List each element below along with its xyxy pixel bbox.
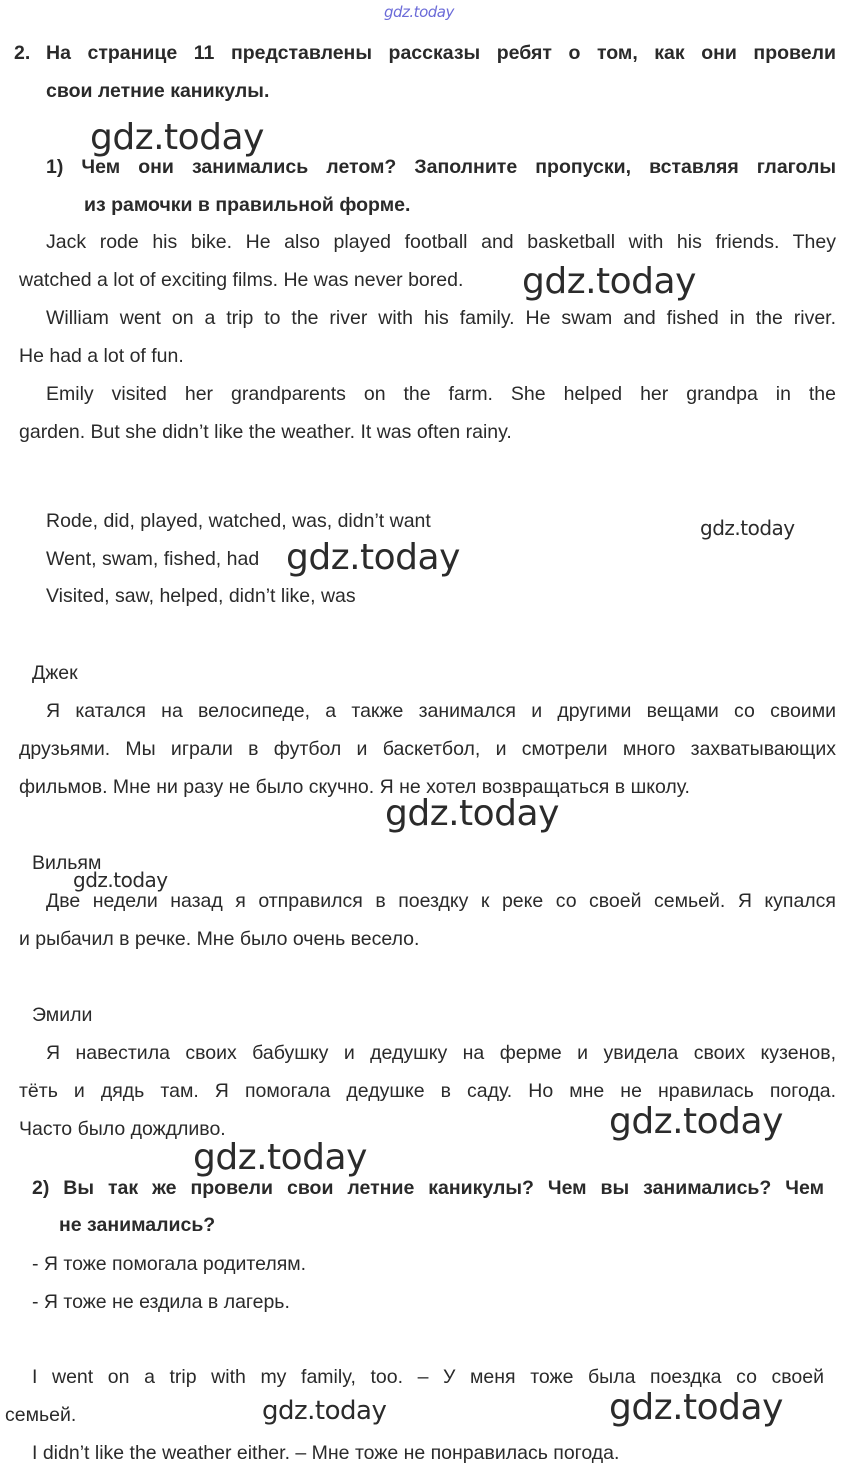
watermark: gdz.today	[522, 261, 696, 302]
subtask2-line2: не занимались?	[59, 1214, 216, 1236]
watermark: gdz.today	[193, 1137, 367, 1178]
jack-text-line2: watched a lot of exciting films. He was never bored.	[19, 269, 464, 291]
ru-emily-line2: тёть и дядь там. Я помогала дедушке в саду. Но мне не нравилась погода.	[19, 1080, 836, 1102]
ru-jack-line3: фильмов. Мне ни разу не было скучно. Я не хотел возвращаться в школу.	[19, 776, 690, 798]
william-text-line2: He had a lot of fun.	[19, 345, 184, 367]
watermark: gdz.today	[385, 793, 559, 834]
ru-william-line2: и рыбачил в речке. Мне было очень весело.	[19, 928, 420, 950]
english-answer-1-line2: семьей.	[5, 1404, 77, 1426]
ru-emily-line3: Часто было дождливо.	[19, 1118, 226, 1140]
watermark: gdz.today	[609, 1387, 783, 1428]
william-text-line1: William went on a trip to the river with his family. He swam and fished in the river.	[46, 307, 836, 329]
verbs-jack: Rode, did, played, watched, was, didn’t want	[46, 510, 431, 532]
emily-text-line2: garden. But she didn’t like the weather. It was often rainy.	[19, 421, 512, 443]
watermark: gdz.today	[609, 1101, 783, 1142]
ru-jack-line2: друзьями. Мы играли в футбол и баскетбол, и смотрели много захватывающих	[19, 738, 836, 760]
task-heading-line2: свои летние каникулы.	[46, 80, 270, 102]
watermark: gdz.today	[262, 1396, 387, 1426]
ru-emily-name: Эмили	[32, 1004, 93, 1026]
english-answer-2: I didn’t like the weather either. – Мне тоже не понравилась погода.	[32, 1442, 620, 1464]
ru-jack-name: Джек	[32, 662, 78, 684]
ru-william-name: Вильям	[32, 852, 102, 874]
task-heading-line1: На странице 11 представлены рассказы ребят о том, как они провели	[46, 42, 836, 64]
subtask1-line2: из рамочки в правильной форме.	[84, 194, 411, 216]
answer-2: - Я тоже не ездила в лагерь.	[32, 1291, 290, 1313]
watermark-top: gdz.today	[384, 3, 454, 21]
subtask2-line1: 2) Вы так же провели свои летние каникулы? Чем вы занимались? Чем	[32, 1177, 824, 1199]
watermark: gdz.today	[700, 516, 795, 540]
jack-text-line1: Jack rode his bike. He also played football and basketball with his friends. They	[46, 231, 836, 253]
watermark: gdz.today	[286, 537, 460, 578]
subtask1-line1: 1) Чем они занимались летом? Заполните пропуски, вставляя глаголы	[46, 156, 836, 178]
verbs-emily: Visited, saw, helped, didn’t like, was	[46, 585, 356, 607]
watermark: gdz.today	[73, 868, 168, 892]
emily-text-line1: Emily visited her grandparents on the farm. She helped her grandpa in the	[46, 383, 836, 405]
ru-william-line1: Две недели назад я отправился в поездку к реке со своей семьей. Я купался	[46, 890, 836, 912]
verbs-william: Went, swam, fished, had	[46, 548, 260, 570]
watermark: gdz.today	[90, 117, 264, 158]
ru-jack-line1: Я катался на велосипеде, а также занимался и другими вещами со своими	[46, 700, 836, 722]
task-number: 2.	[14, 42, 31, 64]
english-answer-1-line1: I went on a trip with my family, too. – У меня тоже была поездка со своей	[32, 1366, 824, 1388]
ru-emily-line1: Я навестила своих бабушку и дедушку на ферме и увидела своих кузенов,	[46, 1042, 836, 1064]
answer-1: - Я тоже помогала родителям.	[32, 1253, 307, 1275]
